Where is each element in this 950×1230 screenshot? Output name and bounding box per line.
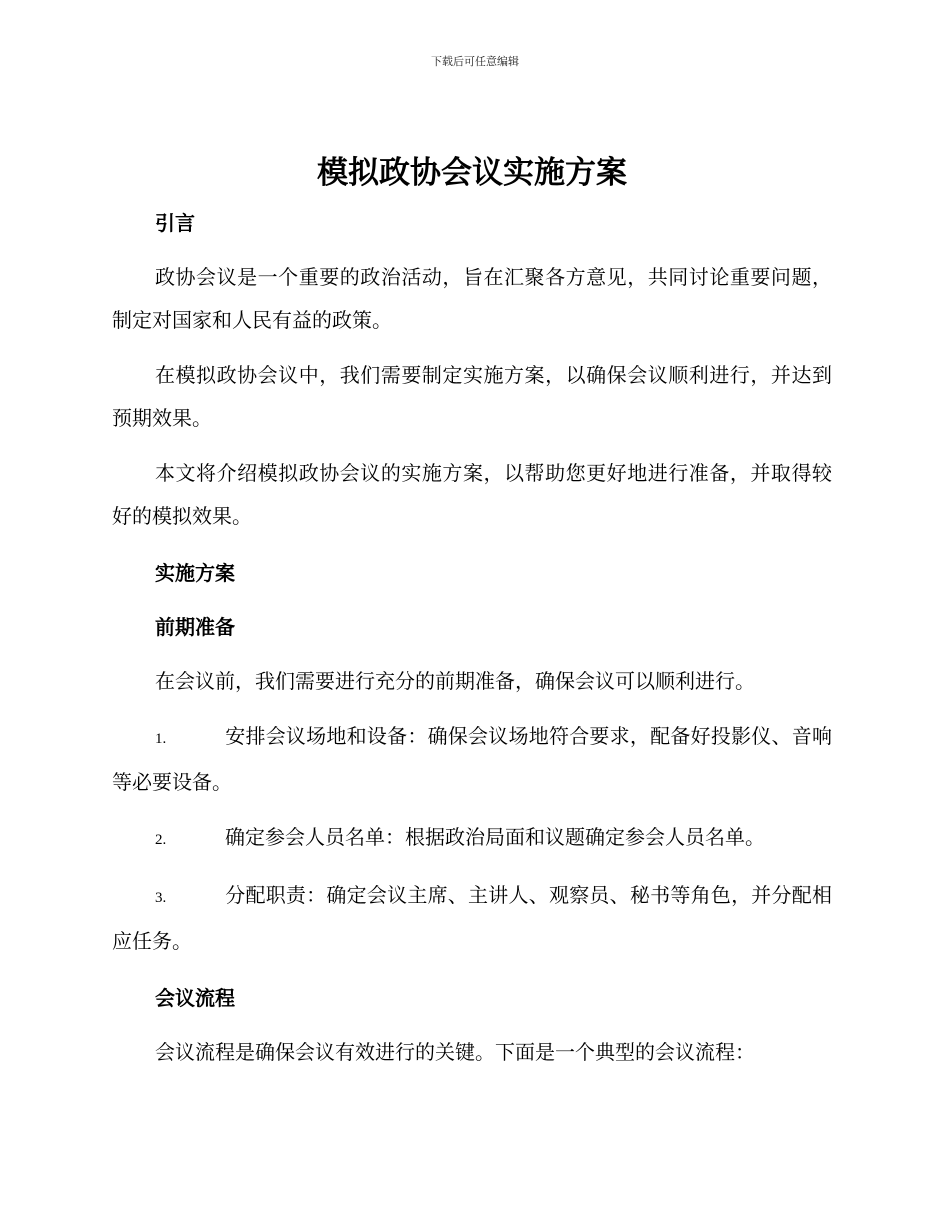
heading-preparation: 前期准备: [155, 615, 235, 639]
intro-paragraph-2: 在模拟政协会议中，我们需要制定实施方案，以确保会议顺利进行，并达到预期效果。: [112, 363, 832, 430]
intro-paragraph-1: 政协会议是一个重要的政治活动，旨在汇聚各方意见，共同讨论重要问题，制定对国家和人民有益的政策。: [112, 265, 832, 332]
list-item: [112, 874, 832, 963]
document-body: [112, 150, 832, 1074]
process-paragraph: 会议流程是确保会议有效进行的关键。下面是一个典型的会议流程：: [155, 1040, 755, 1064]
list-item-text: 分配职责：确定会议主席、主讲人、观察员、秘书等角色，并分配相应任务。: [112, 883, 832, 953]
heading-plan: 实施方案: [155, 561, 235, 585]
list-item-text: 安排会议场地和设备：确保会议场地符合要求，配备好投影仪、音响等必要设备。: [112, 724, 832, 794]
list-item-number: 1.: [155, 731, 167, 747]
list-item: [112, 715, 832, 804]
list-item-number: 2.: [155, 832, 167, 848]
heading-intro: 引言: [155, 211, 195, 235]
intro-paragraph-3: 本文将介绍模拟政协会议的实施方案，以帮助您更好地进行准备，并取得较好的模拟效果。: [112, 461, 832, 528]
preparation-paragraph: 在会议前，我们需要进行充分的前期准备，确保会议可以顺利进行。: [155, 669, 755, 693]
document-title: 模拟政协会议实施方案: [317, 155, 627, 191]
list-item: [112, 816, 832, 862]
heading-process: 会议流程: [155, 986, 235, 1010]
list-item-text: 确定参会人员名单：根据政治局面和议题确定参会人员名单。: [225, 825, 765, 849]
list-item-number: 3.: [155, 890, 167, 906]
header-note: 下载后可任意编辑: [431, 55, 519, 68]
